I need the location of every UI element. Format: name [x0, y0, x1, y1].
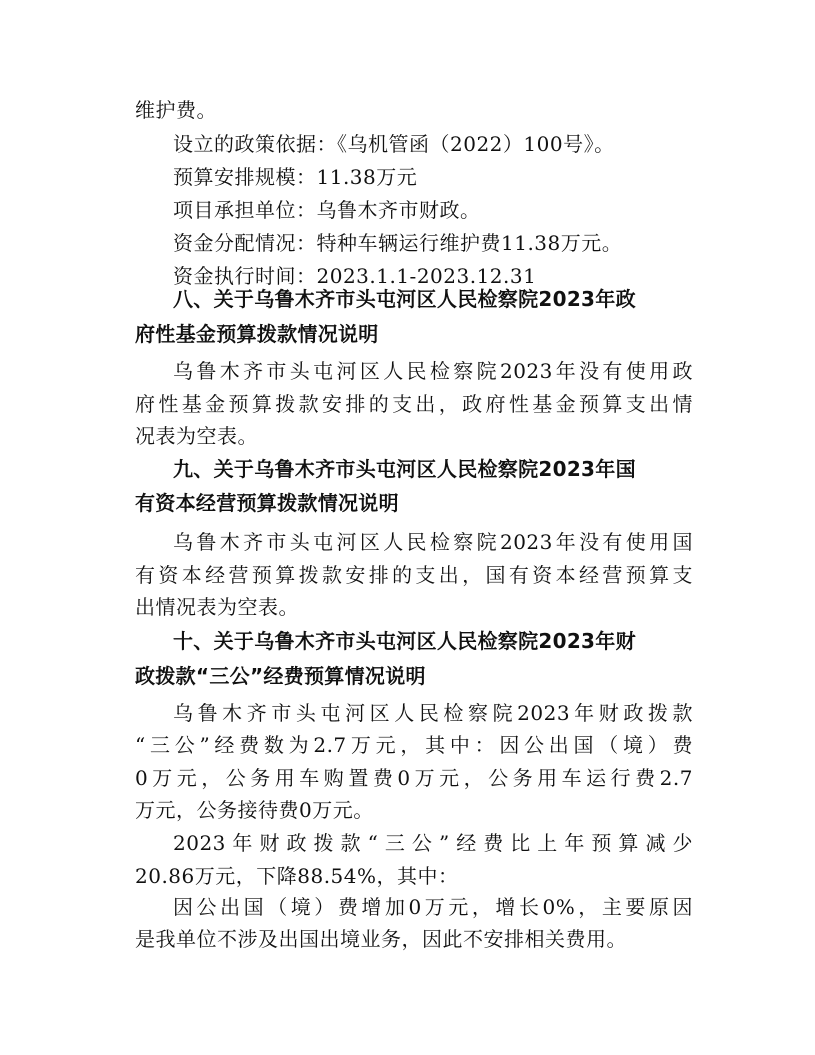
section-10-p1-line-4: 万元，公务接待费0万元。 [135, 798, 374, 822]
section-9-heading-line-1: 九、关于乌鲁木齐市头屯河区人民检察院2023年国 [173, 457, 636, 481]
section-10-p2-line-1: 2023年财政拨款“三公”经费比上年预算减少 [173, 831, 693, 855]
section-9-body-line-2: 有资本经营预算拨款安排的支出，国有资本经营预算支 [135, 563, 693, 587]
section-8-body-line-1: 乌鲁木齐市头屯河区人民检察院2023年没有使用政 [173, 359, 693, 383]
section-10-heading-line-2: 政拨款“三公”经费预算情况说明 [135, 664, 426, 688]
section-9-body-line-3: 出情况表为空表。 [135, 595, 299, 619]
section-10-p2-line-2: 20.86万元，下降88.54%，其中： [135, 864, 459, 888]
execution-time-text: 资金执行时间：2023.1.1-2023.12.31 [173, 264, 537, 288]
section-10-p1-line-3: 0万元，公务用车购置费0万元，公务用车运行费2.7 [135, 766, 693, 790]
section-9-heading-line-2: 有资本经营预算拨款情况说明 [135, 491, 399, 515]
policy-basis-text: 设立的政策依据：《乌机管函（2022）100号》。 [173, 132, 615, 156]
continuation-text: 维护费。 [135, 98, 217, 122]
undertaking-unit-text: 项目承担单位：乌鲁木齐市财政。 [173, 198, 481, 222]
section-9-body-line-1: 乌鲁木齐市头屯河区人民检察院2023年没有使用国 [173, 530, 693, 554]
section-8-heading-line-2: 府性基金预算拨款情况说明 [135, 322, 379, 346]
section-10-p3-line-1: 因公出国（境）费增加0万元，增长0%，主要原因 [173, 895, 693, 919]
section-8-body-line-3: 况表为空表。 [135, 424, 258, 448]
budget-scale-text: 预算安排规模：11.38万元 [173, 165, 418, 189]
section-10-p1-line-2: “三公”经费数为2.7万元，其中：因公出国（境）费 [135, 733, 693, 757]
section-10-p3-line-2: 是我单位不涉及出国出境业务，因此不安排相关费用。 [135, 927, 627, 951]
fund-allocation-text: 资金分配情况：特种车辆运行维护费11.38万元。 [173, 231, 623, 255]
section-8-heading-line-1: 八、关于乌鲁木齐市头屯河区人民检察院2023年政 [173, 287, 636, 311]
section-10-p1-line-1: 乌鲁木齐市头屯河区人民检察院2023年财政拨款 [173, 701, 693, 725]
section-8-body-line-2: 府性基金预算拨款安排的支出，政府性基金预算支出情 [135, 392, 693, 416]
section-10-heading-line-1: 十、关于乌鲁木齐市头屯河区人民检察院2023年财 [173, 629, 636, 653]
